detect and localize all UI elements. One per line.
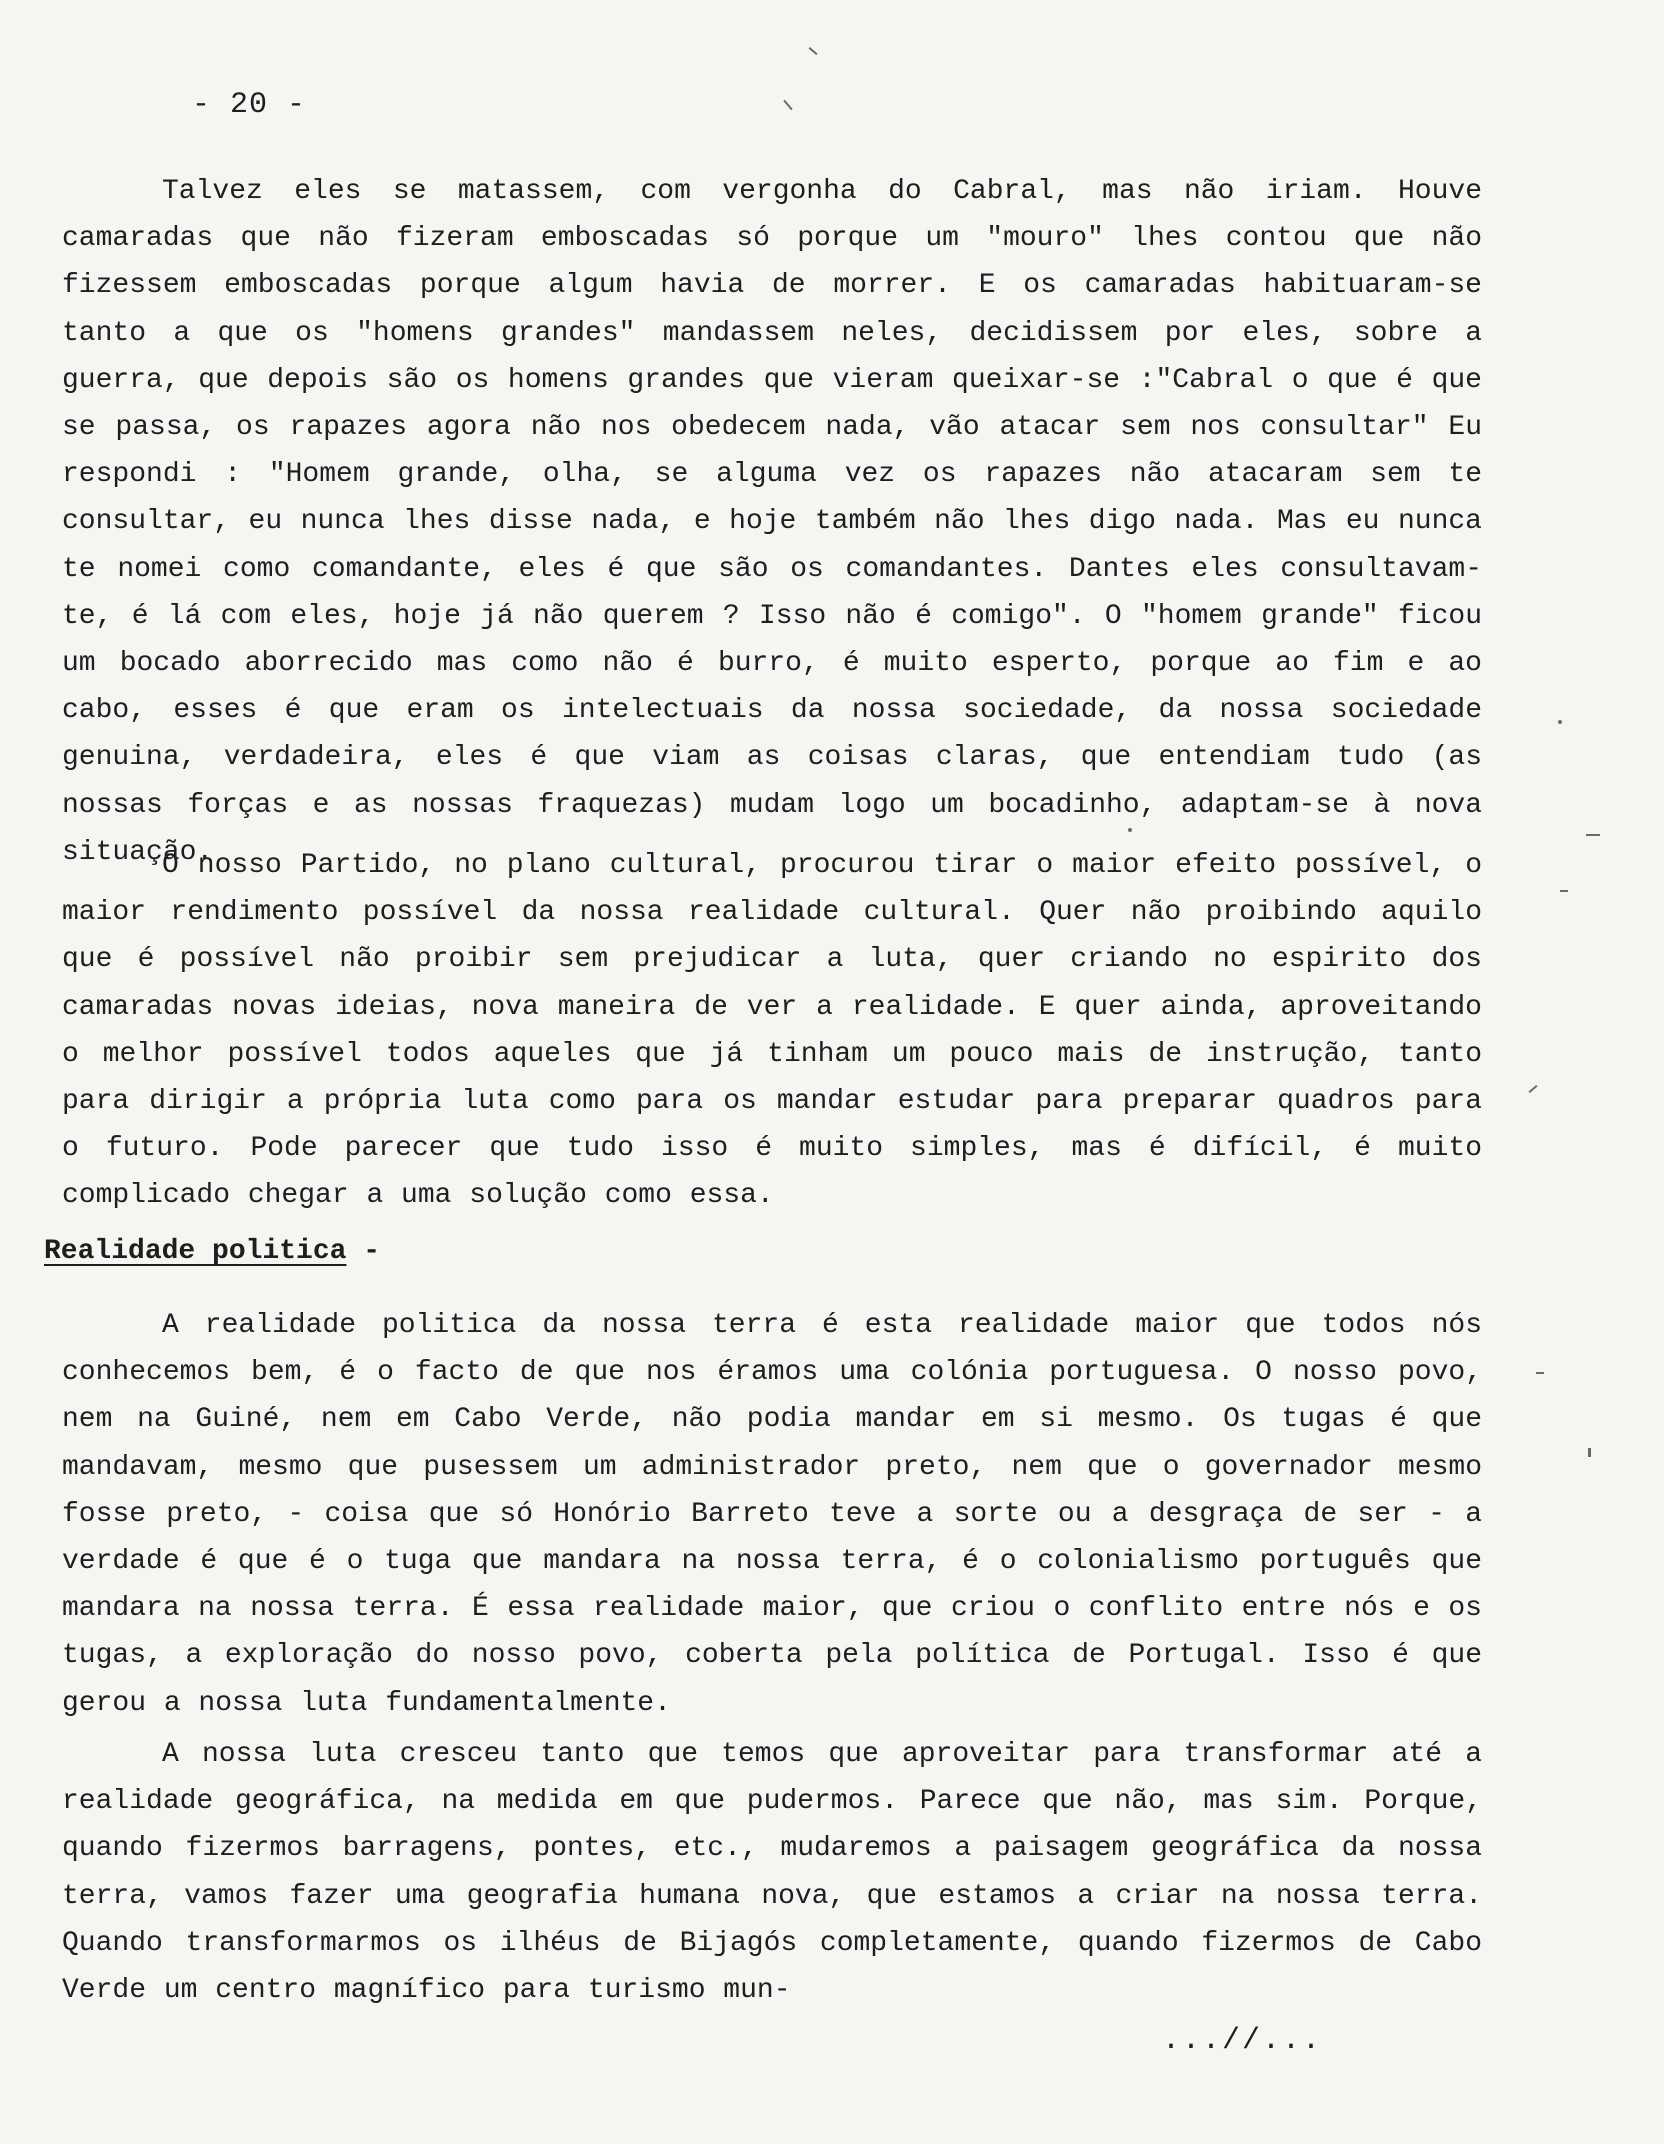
scan-speck xyxy=(1560,890,1568,892)
paragraph-geographic-reality: A nossa luta cresceu tanto que temos que aproveitar para transformar até a realidade geográfica, na medida em que pudermos. Parece que não, mas sim. Porque, quando fizermos barragens, pontes, etc., mudaremos a paisagem geográfica da nossa terra, vamos fazer uma geografia humana nova, que estamos a criar na nossa terra. Quando transformarmos os ilhéus de Bijagós completamente, quando fizermos de Cabo Verde um centro magnífico para turismo mun- xyxy=(62,1739,1482,2007)
paragraph-cabral-elders: Talvez eles se matassem, com vergonha do Cabral, mas não iriam. Houve camaradas que não fizeram emboscadas só porque um "mouro" lhes contou que não fizessem emboscadas porque algum havia de morrer. E os camaradas habituaram-se tanto a que os "homens grandes" mandassem neles, decidissem por eles, sobre a guerra, que depois são os homens grandes que vieram queixar-se :"Cabral o que é que se passa, os rapazes agora não nos obedecem nada, vão atacar sem nos consultar" Eu respondi : "Homem grande, olha, se alguma vez os rapazes não atacaram sem te consultar, eu nunca lhes disse nada, e hoje também não lhes digo nada. Mas eu nunca te nomei como comandante, eles é que são os comandantes. Dantes eles consultavam-te, é lá com eles, hoje já não querem ? Isso não é comigo". O "homem grande" ficou um bocado aborrecido mas como não é burro, é muito esperto, porque ao fim e ao cabo, esses é que eram os intelectuais da nossa sociedade, da nossa sociedade genuina, verdadeira, eles é que viam as coisas claras, que entendiam tudo (as nossas forças e as nossas fraquezas) mudam logo um bocadinho, adaptam-se à nova situação. xyxy=(62,176,1482,868)
scan-speck xyxy=(1128,828,1132,832)
scan-speck xyxy=(1529,1085,1538,1093)
paragraph-political-reality: A realidade politica da nossa terra é esta realidade maior que todos nós conhecemos bem, é o facto de que nos éramos uma colónia portuguesa. O nosso povo, nem na Guiné, nem em Cabo Verde, não podia mandar em si mesmo. Os tugas é que mandavam, mesmo que pusessem um administrador preto, nem que o governador mesmo fosse preto, - coisa que só Honório Barreto teve a sorte ou a desgraça de ser - a verdade é que é o tuga que mandara na nossa terra, é o colonialismo português que mandara na nossa terra. É essa realidade maior, que criou o conflito entre nós e os tugas, a exploração do nosso povo, coberta pela política de Portugal. Isso é que gerou a nossa luta fundamentalmente. xyxy=(62,1310,1482,1719)
scan-speck xyxy=(1586,834,1600,836)
paragraph-cultural-plan: O nosso Partido, no plano cultural, procurou tirar o maior efeito possível, o maior rendimento possível da nossa realidade cultural. Quer não proibindo aquilo que é possível não proibir sem prejudicar a luta, quer criando no espirito dos camaradas novas ideias, nova maneira de ver a realidade. E quer ainda, aproveitando o melhor possível todos aqueles que já tinham um pouco mais de instrução, tanto para dirigir a própria luta como para os mandar estudar para preparar quadros para o futuro. Pode parecer que tudo isso é muito simples, mas é difícil, é muito complicado chegar a uma solução como essa. xyxy=(62,850,1482,1212)
page-number: - 20 - xyxy=(192,88,307,122)
scan-speck xyxy=(1536,1372,1544,1374)
scan-speck xyxy=(783,100,792,110)
scan-speck xyxy=(809,47,818,55)
scan-speck xyxy=(1588,1448,1591,1457)
section-heading xyxy=(44,1236,380,1267)
section-heading-text: Realidade politica xyxy=(44,1236,347,1267)
section-heading-dash: - xyxy=(346,1236,381,1267)
continuation-mark: ...//... xyxy=(1162,2024,1323,2058)
scan-speck xyxy=(1558,720,1562,724)
